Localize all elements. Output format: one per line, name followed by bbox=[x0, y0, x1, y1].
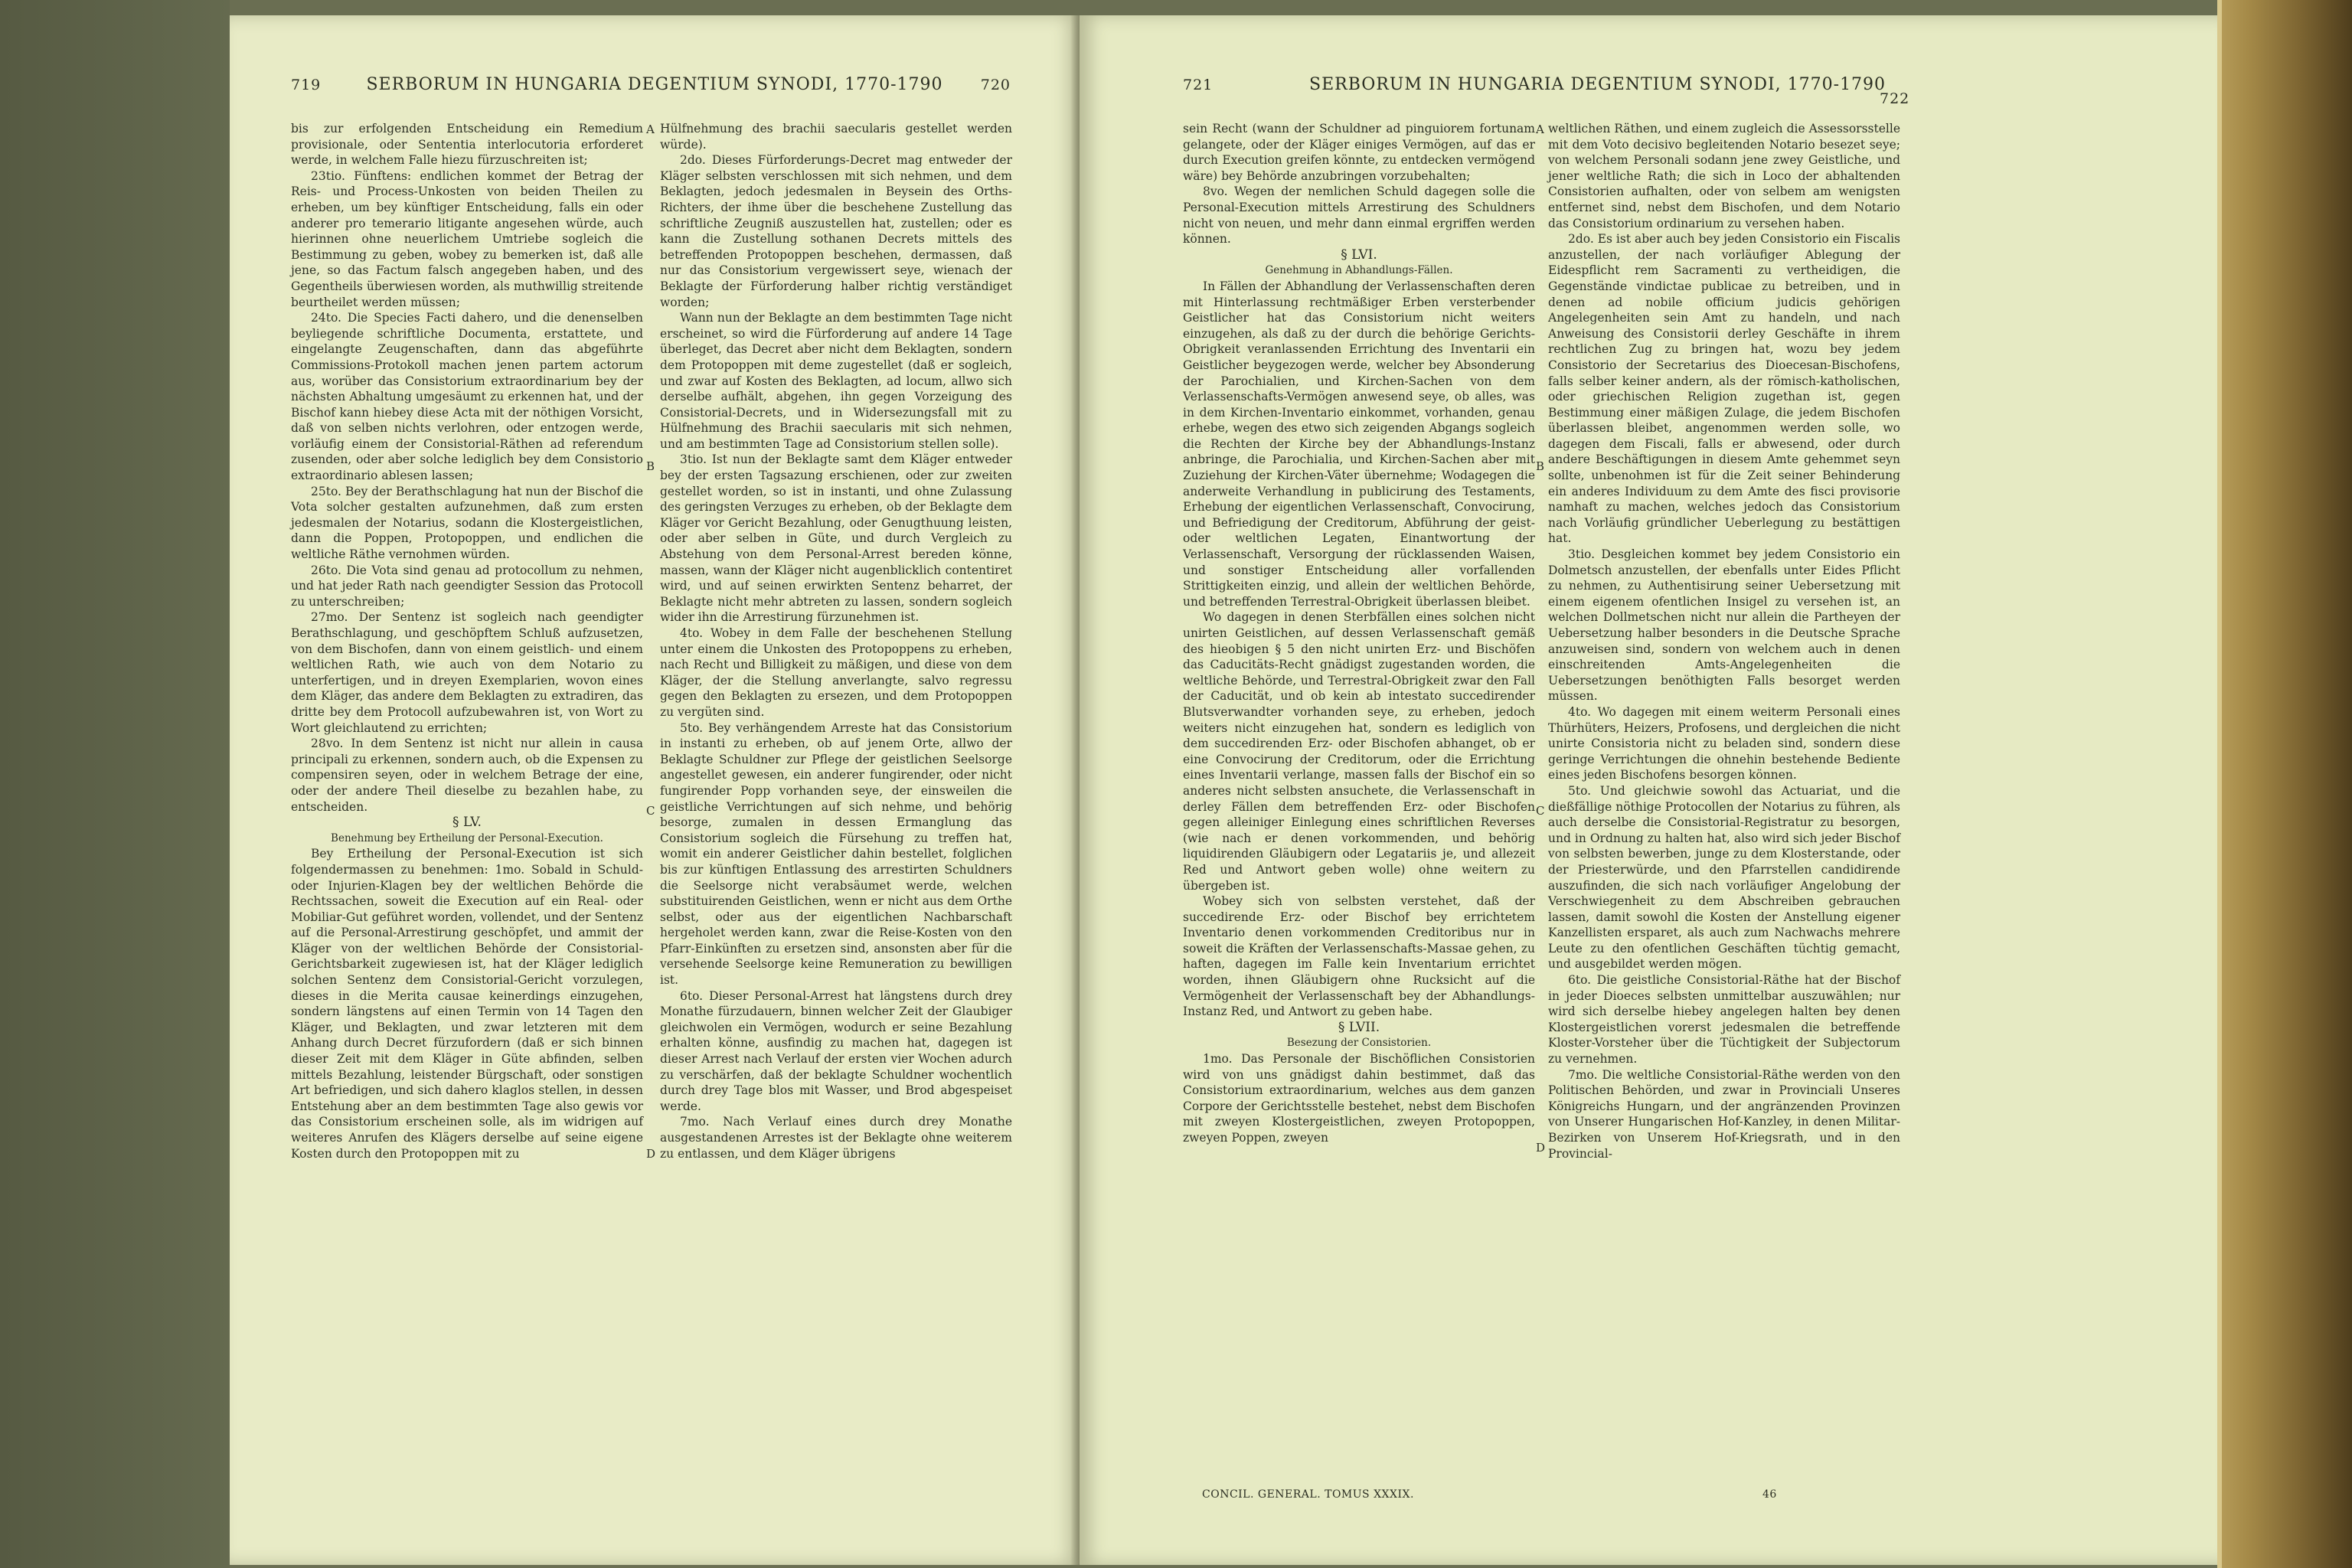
paragraph: 25to. Bey der Berathschlagung hat nun der Bischof die Vota solcher gestalten aufzunehmen, daß zum ersten jedesmalen der Notarius, sodann die Klostergeistlichen, dann die Poppen, Protopoppen, und endlichen die weltliche Räthe vernohmen würden. bbox=[291, 484, 643, 562]
paragraph: 6to. Dieser Personal-Arrest hat längstens durch drey Monathe fürzudauern, binnen welcher Zeit der Glaubiger gleichwolen ein Vermögen, wodurch er seine Bezahlung erhalten könne, ausfindig zu machen hat, dagegen ist dieser Arrest nach Verlauf der ersten vier Wochen adurch zu verschärfen, daß der beklagte Schuldner wochentlich durch drey Tage blos mit Wasser, und Brod abgespeiset werde. bbox=[660, 988, 1012, 1113]
left-page-header bbox=[230, 69, 1080, 100]
margin-marker: B bbox=[1536, 459, 1545, 473]
paragraph: weltlichen Räthen, und einem zugleich die Assessorsstelle mit dem Voto decisivo begleitenden Notario besezet seye; von welchem Personali sodann jene zwey Geistliche, und jener weltliche Rath; die sich in Loco der abhaltenden Consistorien aufhalten, oder von selbem am wenigsten entfernet sind, nebst dem Bischofen, und dem Notario das Consistorium ordinarium zu versehen haben. bbox=[1548, 122, 1900, 230]
paragraph: 3tio. Ist nun der Beklagte samt dem Kläger entweder bey der ersten Tagsazung erschienen, oder zur zweiten gestellet worden, so ist in instanti, und ohne Zulassung des geringsten Verzuges zu erheben, ob der Beklagte dem Kläger vor Gericht Bezahlung, oder Genugthuung leisten, oder aber selben in Güte, und durch Vergleich zu Abstehung von dem Personal-Arrest bereden könne, massen, wann der Kläger nicht augenblicklich contentiret wird, und auf seinen erwirkten Sentenz beharret, der Beklagte nicht mehr abtreten zu lassen, sondern sogleich wider ihn die Arrestirung fürzunehmen ist. bbox=[660, 452, 1012, 625]
paragraph: Hülfnehmung des brachii saecularis gestellet werden würde). bbox=[660, 122, 1012, 152]
book-binding bbox=[2222, 0, 2352, 1568]
paragraph: 26to. Die Vota sind genau ad protocollum zu nehmen, und hat jeder Rath nach geendigter Session das Protocoll zu unterschreiben; bbox=[291, 563, 643, 609]
paragraph: 4to. Wo dagegen mit einem weiterm Personali eines Thürhüters, Heizers, Profosens, und dergleichen die nicht unirte Consistoria nicht zu beladen sind, sondern diese geringe Verrichtungen die ohnehin bestehende Bediente eines jeden Bischofens besorgen können. bbox=[1548, 704, 1900, 782]
page-number: 721 bbox=[1183, 77, 1214, 93]
paragraph: Bey Ertheilung der Personal-Execution ist sich folgendermassen zu benehmen: 1mo. Sobald in Schuld- oder Injurien-Klagen bey der weltlichen Behörde die Rechtssachen, soweit die Execution auf ein Real- oder Mobiliar-Gut geführet worden, vollendet, und der Sentenz auf die Personal-Arrestirung geschöpfet, und ammit der Kläger von der weltlichen Behörde der Consistorial-Gerichtsbarkeit zugewiesen ist, hat der Kläger lediglich solchen Sentenz dem Consistorial-Gericht vorzulegen, dieses in die Merita causae keinerdings einzugehen, sondern längstens auf einen Termin von 14 Tagen den Kläger, und Beklagten, und zwar letzteren mit dem Anhang durch Decret fürzufordern (daß er sich binnen dieser Zeit mit dem Kläger in Güte abfinden, selben mittels Bezahlung, leistender Bürgschaft, oder sonstigen Art befriedigen, und sich dahero klaglos stellen, in dessen Entstehung aber an dem bestimmten Tage also gewis vor das Consistorium erscheinen solle, als im widrigen auf weiteres Anrufen des Klägers derselbe auf seine eigene Kosten durch den Protopoppen mit zu bbox=[291, 847, 643, 1161]
paragraph: Wann nun der Beklagte an dem bestimmten Tage nicht erscheinet, so wird die Fürforderung auf andere 14 Tage überleget, das Decret aber nicht dem Beklagten, sondern dem Protopoppen mit deme zugestellet (daß er sogleich, und zwar auf Kosten des Beklagten, ad locum, allwo sich derselbe aufhält, abgehen, ihn gegen Vorzeigung des Consistorial-Decrets, und in Widersezungsfall mit zu Hülfnehmung des Brachii saecularis mit sich nehmen, und am bestimmten Tage ad Consistorium stellen solle). bbox=[660, 311, 1012, 451]
text-column-right bbox=[660, 121, 1012, 1161]
running-head: SERBORUM IN HUNGARIA DEGENTIUM SYNODI, 1770-1790 bbox=[366, 75, 943, 94]
page-number: 719 bbox=[291, 77, 322, 93]
paragraph: 5to. Und gleichwie sowohl das Actuariat, und die dießfällige nöthige Protocollen der Notarius zu führen, als auch derselbe die Consistorial-Registratur zu besorgen, und in Ordnung zu halten hat, also wird sich jeder Bischof von selbsten bewerben, junge zu dem Klosterstande, oder der Priesterwürde, und den Pfarrstellen candidirende auszufinden, die sich nach vorläufiger Angelobung der Verschwiegenheit zu dem Abschreiben gebrauchen lassen, damit sowohl die Kosten der Anstellung eigener Kanzellisten ersparet, als auch zum Nachwachs mehrere Leute zu den ofentlichen Geschäften tüchtig gemacht, und ausgebildet werden mögen. bbox=[1548, 783, 1900, 972]
paragraph: 27mo. Der Sentenz ist sogleich nach geendigter Berathschlagung, und geschöpftem Schluß aufzusetzen, von dem Bischofen, dann von einem geistlich- und einem weltlichen Rath, wie auch von dem Notario zu unterfertigen, und in dreyen Exemplarien, wovon eines dem Kläger, das andere dem Beklagten zu extradiren, das dritte bey dem Protocoll aufzubewahren ist, von Wort zu Wort gleichlautend zu errichten; bbox=[291, 610, 643, 735]
paragraph: sein Recht (wann der Schuldner ad pinguiorem fortunam gelangete, oder der Kläger einiges Vermögen, auf das er durch Execution greifen könnte, zu entdecken vermögend wäre) bey Behörde anzubringen vorzubehalten; bbox=[1183, 122, 1535, 183]
margin-marker: D bbox=[646, 1147, 656, 1161]
right-page bbox=[1080, 15, 2222, 1565]
book-edge-left bbox=[0, 0, 230, 1568]
paragraph: 23tio. Fünftens: endlichen kommet der Betrag der Reis- und Process-Unkosten von beiden Theilen zu erheben, um bey künftiger Entscheidung, falls ein oder anderer pro temerario litigante angesehen würde, auch hierinnen ohne neuerlichem Umtriebe sogleich die Bestimmung zu geben, wobey zu bemerken ist, daß alle jene, so das Factum falsch angegeben haben, und des Gegentheils überwiesen worden, als muthwillig streitende beurtheilet werden müssen; bbox=[291, 168, 643, 309]
paragraph: 7mo. Die weltliche Consistorial-Räthe werden von den Politischen Behörden, und zwar in Provinciali Unseres Königreichs Hungarn, und der angränzenden Provinzen von Unserer Hungarischen Hof-Kanzley, in denen Militar-Bezirken von Unserem Hof-Kriegsrath, und in den Provincial- bbox=[1548, 1067, 1900, 1161]
paragraph: In Fällen der Abhandlung der Verlassenschaften deren mit Hinterlassung rechtmäßiger Erben versterbender Geistlicher hat das Consistorium nicht weiters einzugehen, als daß zu der durch die behörige Gerichts-Obrigkeit veranlassenden Errichtung des Inventarii ein Geistlicher beygezogen werde, welcher bey Absonderung der Parochialien, und Kirchen-Sachen von dem Verlassenschafts-Vermögen anwesend seye, ob alles, was in dem Kirchen-Inventario einkommet, vorhanden, genau erhebe, wegen des etwo sich zeigenden Abgangs sogleich die Rechten der Kirche bey der Abhandlungs-Instanz anbringe, die Parochialia, und Kirchen-Sachen aber mit Zuziehung der Kirchen-Väter übernehme; Wodagegen die anderweite Verhandlung in publicirung des Testaments, Erhebung der eigentlichen Verlassenschaft, Convocirung, und Befriedigung der Creditorum, Abführung der geist- oder weltlichen Legaten, Einantwortung der Verlassenschaft, Versorgung der rücklassenden Waisen, und sonstiger Entscheidung aller vorfallenden Strittigkeiten einzig, und allein der weltlichen Behörde, und betreffenden Terrestral-Obrigkeit überlassen bleibet. bbox=[1183, 279, 1535, 609]
paragraph: Wo dagegen in denen Sterbfällen eines solchen nicht unirten Geistlichen, auf dessen Verlassenschaft gemäß des hieobigen § 5 den nicht unirten Erz- und Bischöfen das Caducitäts-Recht gnädigst zugestanden worden, die weltliche Behörde, und Terrestral-Obrigkeit zwar den Fall der Caducität, und ob kein ab intestato succedirender Blutsverwandter vorhanden seye, zu erheben, jedoch weiters nicht einzugehen hat, sondern es lediglich von dem succedirenden Erz- oder Bischofen abhanget, ob er eine Convocirung der Creditorum, oder die Errichtung eines Inventarii verlange, massen falls der Bischof ein so anderes nicht selbsten ansuchete, die Verlassenschaft in derley Fällen dem betreffenden Erz- oder Bischofen gegen alleiniger Einlegung eines schriftlichen Reverses (wie nach er denen vorkommenden, und behörig liquidirenden Gläubigern oder Legatariis je, und allezeit Red und Antwort geben wolle) ohne weitern zu übergeben ist. bbox=[1183, 610, 1535, 893]
paragraph: 2do. Dieses Fürforderungs-Decret mag entweder der Kläger selbsten verschlossen mit sich nehmen, und dem Beklagten, jedoch jedesmalen in Beysein des Orths-Richters, der ihme über die beschehene Zustellung das schriftliche Zeugniß auszustellen hat, zustellen; oder es kann die Zustellung sothanen Decrets mittels des betreffenden Protopoppen beschehen, dermassen, daß nur das Consistorium vergewissert seye, wienach der Beklagte der Fürforderung halber richtig verständiget worden; bbox=[660, 153, 1012, 309]
page-number: 720 bbox=[980, 77, 1011, 93]
paragraph: 7mo. Nach Verlauf eines durch drey Monathe ausgestandenen Arrestes ist der Beklagte ohne weiterem zu entlassen, und dem Kläger übrigens bbox=[660, 1115, 1012, 1161]
left-page bbox=[230, 15, 1080, 1565]
page-number: 722 bbox=[1880, 90, 1910, 107]
paragraph: bis zur erfolgenden Entscheidung ein Remedium provisionale, oder Sententia interlocutoria erforderet werde, in welchem Falle hiezu fürzuschreiten ist; bbox=[291, 122, 643, 168]
section-subtitle: Besezung der Consistorien. bbox=[1286, 1037, 1432, 1050]
paragraph: 3tio. Desgleichen kommet bey jedem Consistorio ein Dolmetsch anzustellen, der ebenfalls unter Eides Pflicht zu nehmen, zu Authentisirung seiner Uebersetzung mit einem eigenem ofentlichen Insigel zu versehen ist, an welchen Dollmetschen nicht nur allein die Partheyen der Uebersetzung halber besonders in die Deutsche Sprache anzuweisen sind, sondern von welchem auch in denen einschreitenden Amts-Angelegenheiten die Uebersetzungen benöthigten Falls besorget werden müssen. bbox=[1548, 547, 1900, 704]
paragraph: Wobey sich von selbsten verstehet, daß der succedirende Erz- oder Bischof bey errichtetem Inventario denen vorkommenden Creditoribus nur in soweit die Kräften der Verlassenschafts-Massae gehen, zu haften, dagegen im Falle kein Inventarium errichtet worden, ihnen Gläubigern ohne Rucksicht auf die Vermögenheit der Verlassenschaft bey der Abhandlungs-Instanz Red, und Antwort zu geben habe. bbox=[1183, 894, 1535, 1019]
section-heading: § LV. bbox=[452, 815, 482, 831]
margin-marker: C bbox=[1536, 804, 1545, 818]
paragraph: 28vo. In dem Sentenz ist nicht nur allein in causa principali zu erkennen, sondern auch, ob die Expensen zu compensiren seyen, oder in welchem Betrage der eine, oder der andere Theil dieselbe zu bezahlen habe, zu entscheiden. bbox=[291, 737, 643, 814]
section-subtitle: Genehmung in Abhandlungs-Fällen. bbox=[1265, 264, 1453, 277]
text-column-right bbox=[1548, 121, 1900, 1161]
paragraph: 6to. Die geistliche Consistorial-Räthe hat der Bischof in jeder Dioeces selbsten unmittelbar auszuwählen; nur wird sich derselbe hiebey angelegen halten bey denen Klostergeistlichen vorerst jedesmalen die betreffende Kloster-Vorsteher über die Tüchtigkeit der Subjectorum zu vernehmen. bbox=[1548, 973, 1900, 1067]
margin-marker: D bbox=[1536, 1141, 1546, 1155]
margin-marker: B bbox=[646, 459, 655, 473]
running-head: SERBORUM IN HUNGARIA DEGENTIUM SYNODI, 1770-1790 bbox=[1309, 75, 1886, 94]
section-heading: § LVI. bbox=[1341, 247, 1377, 263]
paragraph: 1mo. Das Personale der Bischöflichen Consistorien wird von uns gnädigst dahin bestimmet, daß das Consistorium extraordinarium, welches aus dem ganzen Corpore der Gerichtsstelle bestehet, nebst dem Bischofen mit zweyen Klostergeistlichen, zweyen Protopoppen, zweyen Poppen, zweyen bbox=[1183, 1052, 1535, 1145]
footer-volume: CONCIL. GENERAL. TOMUS XXXIX. bbox=[1202, 1488, 1414, 1501]
right-page-header bbox=[1080, 69, 2222, 107]
section-subtitle: Benehmung bey Ertheilung der Personal-Execution. bbox=[331, 831, 603, 844]
footer-signature: 46 bbox=[1762, 1488, 1777, 1501]
paragraph: 24to. Die Species Facti dahero, und die denenselben beyliegende schriftliche Documenta, erstattete, und eingelangte Zeugenschaften, dann das abgeführte Commissions-Protokoll machen jenen partem actorum aus, worüber das Consistorium extraordinarium bey der nächsten Abhaltung umgesäumt zu erkennen hat, und der Bischof kann hiebey diese Acta mit der nöthigen Vorsicht, daß von selben nichts verlohren, oder entzogen werde, vorläufig einem der Consistorial-Räthen ad referendum zusenden, oder aber solche lediglich bey dem Consistorio extraordinario ablesen lassen; bbox=[291, 311, 643, 483]
text-column-left bbox=[1183, 121, 1535, 1146]
paragraph: 5to. Bey verhängendem Arreste hat das Consistorium in instanti zu erheben, ob auf jenem Orte, allwo der Beklagte Schuldner zur Pflege der geistlichen Seelsorge angestellet gewesen, ein anderer fungirender, oder nicht fungirender Popp vorhanden seye, der einsweilen die geistliche Verrichtungen auf sich nehme, und behörig besorge, zumalen in dessen Ermanglung das Consistorium sogleich die Fürsehung zu treffen hat, womit ein anderer Geistlicher dahin bestellet, folglichen bis zur künftigen Entlassung des arrestirten Schuldners die Seelsorge nicht verabsäumet werde, welchen substituirenden Geistlichen, wenn er nicht aus dem Orthe selbst, oder aus der eigentlichen Nachbarschaft hergeholet werden kann, zwar die Reise-Kosten von den Pfarr-Einkünften zu ersetzen sind, ansonsten aber für die versehende Seelsorge keine Remuneration zu bewilligen ist. bbox=[660, 720, 1012, 988]
margin-marker: C bbox=[646, 804, 655, 818]
margin-marker: A bbox=[646, 122, 655, 136]
paragraph: 2do. Es ist aber auch bey jeden Consistorio ein Fiscalis anzustellen, der nach vorläufiger Ablegung der Eidespflicht rem Sacramenti zu vertheidigen, die Gegenstände vindictae publicae zu betreiben, und in denen ad nobile officium judicis gehörigen Angelegenheiten sein Amt zu handeln, und nach Anweisung des Consistorii derley Geschäfte in ihrem rechtlichen Zug zu bringen hat, wozu bey jedem Consistorio der Secretarius des Dioecesan-Bischofens, falls selber keiner andern, als der römisch-katholischen, oder griechischen Religion zugethan ist, gegen Bestimmung einer mäßigen Zulage, die jedem Bischofen überlassen bleibet, angenommen werden solle, wo dagegen dem Fiscali, falls er abwesend, oder durch andere Beschäftigungen in diesem Amte gehemmet seyn sollte, unbenohmen ist für die Zeit seiner Behinderung ein anderes Individuum zu dem Amte des fisci provisorie namhaft zu machen, welches jedoch das Consistorium nach Vorläufig gründlicher Ueberlegung zu bestättigen hat. bbox=[1548, 232, 1900, 546]
section-heading: § LVII. bbox=[1338, 1019, 1380, 1035]
paragraph: 8vo. Wegen der nemlichen Schuld dagegen solle die Personal-Execution mittels Arrestirung des Schuldners nicht von neuen, und mehr dann einmal ergriffen werden können. bbox=[1183, 185, 1535, 247]
margin-marker: A bbox=[1536, 122, 1544, 136]
paragraph: 4to. Wobey in dem Falle der beschehenen Stellung unter einem die Unkosten des Protopoppens zu erheben, nach Recht und Billigkeit zu mäßigen, und diese von dem Kläger, der die Stellung anverlangte, salvo regressu gegen den Beklagten zu ersezen, und dem Protopoppen zu vergüten sind. bbox=[660, 626, 1012, 719]
text-column-left bbox=[291, 121, 643, 1161]
